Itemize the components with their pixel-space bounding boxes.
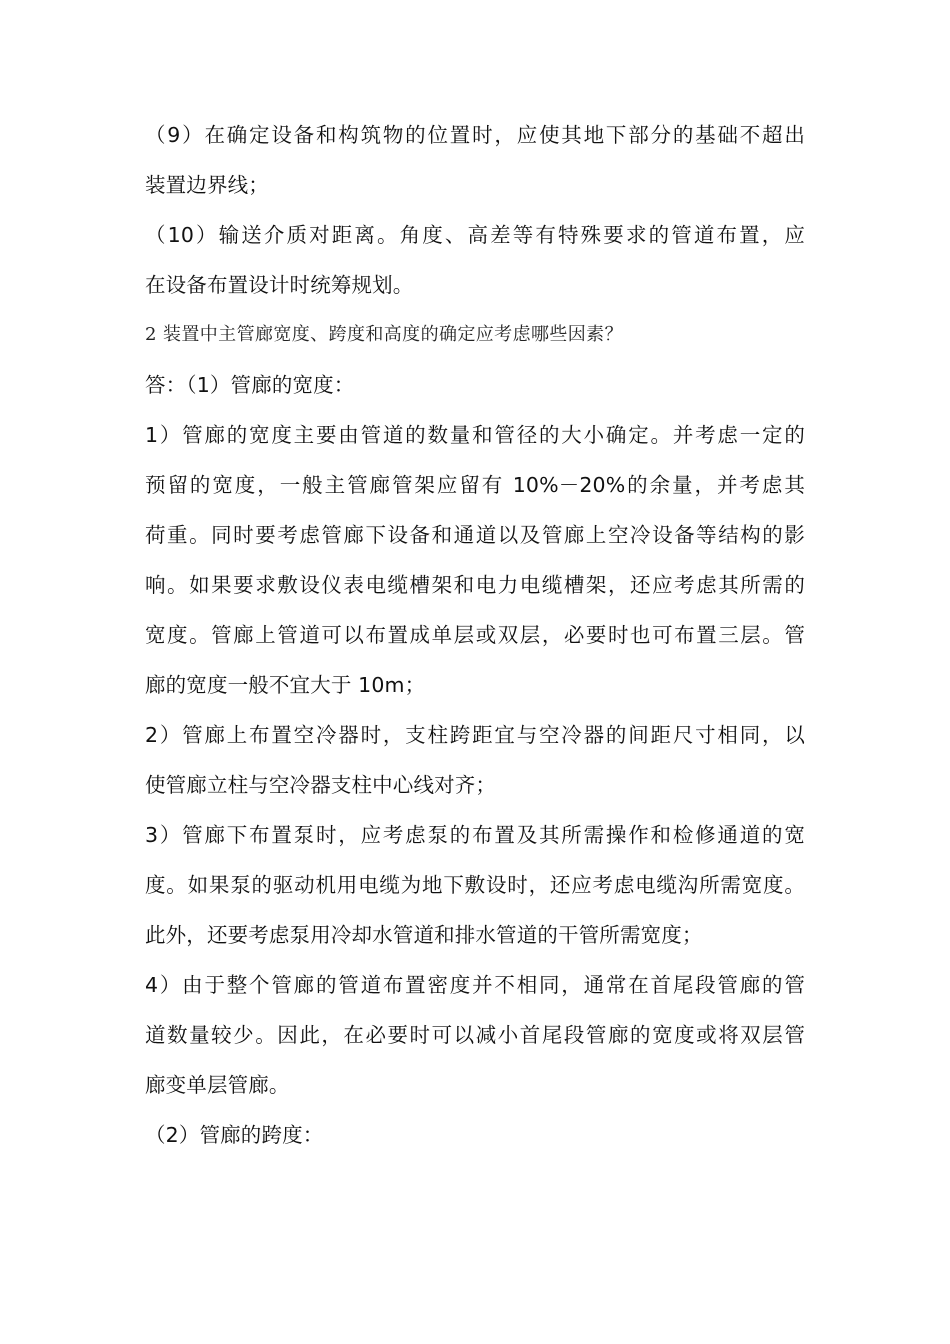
paragraph-line: 装置边界线； — [145, 173, 269, 197]
question-heading: 2 装置中主管廊宽度、跨度和高度的确定应考虑哪些因素？ — [145, 324, 623, 345]
paragraph-line: 3）管廊下布置泵时，应考虑泵的布置及其所需操作和检修通道的宽 — [145, 823, 805, 847]
paragraph-line: （10）输送介质对距离。角度、高差等有特殊要求的管道布置，应 — [145, 223, 805, 247]
paragraph-line: 4）由于整个管廊的管道布置密度并不相同，通常在首尾段管廊的管 — [145, 973, 805, 997]
paragraph-line: 道数量较少。因此，在必要时可以减小首尾段管廊的宽度或将双层管 — [145, 1023, 805, 1047]
paragraph-line: 2）管廊上布置空冷器时，支柱跨距宜与空冷器的间距尺寸相同，以 — [145, 723, 805, 747]
paragraph-line: （9）在确定设备和构筑物的位置时，应使其地下部分的基础不超出 — [145, 123, 805, 147]
paragraph-line: 廊的宽度一般不宜大于 10m； — [145, 673, 426, 697]
paragraph-line: 使管廊立柱与空冷器支柱中心线对齐； — [145, 773, 497, 797]
document-body — [145, 110, 825, 1160]
paragraph-line: 响。如果要求敷设仪表电缆槽架和电力电缆槽架，还应考虑其所需的 — [145, 573, 805, 597]
section-heading: （2）管廊的跨度： — [145, 1123, 324, 1147]
paragraph-line: 度。如果泵的驱动机用电缆为地下敷设时，还应考虑电缆沟所需宽度。 — [145, 873, 805, 897]
paragraph-line: 在设备布置设计时统筹规划。 — [145, 273, 414, 297]
paragraph-line: 廊变单层管廊。 — [145, 1073, 290, 1097]
paragraph-line: 预留的宽度，一般主管廊管架应留有 10%－20%的余量，并考虑其 — [145, 473, 805, 497]
paragraph-line: 此外，还要考虑泵用冷却水管道和排水管道的干管所需宽度； — [145, 923, 703, 947]
paragraph-line: 宽度。管廊上管道可以布置成单层或双层，必要时也可布置三层。管 — [145, 623, 805, 647]
paragraph-line: 荷重。同时要考虑管廊下设备和通道以及管廊上空冷设备等结构的影 — [145, 523, 805, 547]
answer-heading: 答：（1）管廊的宽度： — [145, 373, 355, 397]
paragraph-line: 1）管廊的宽度主要由管道的数量和管径的大小确定。并考虑一定的 — [145, 423, 805, 447]
